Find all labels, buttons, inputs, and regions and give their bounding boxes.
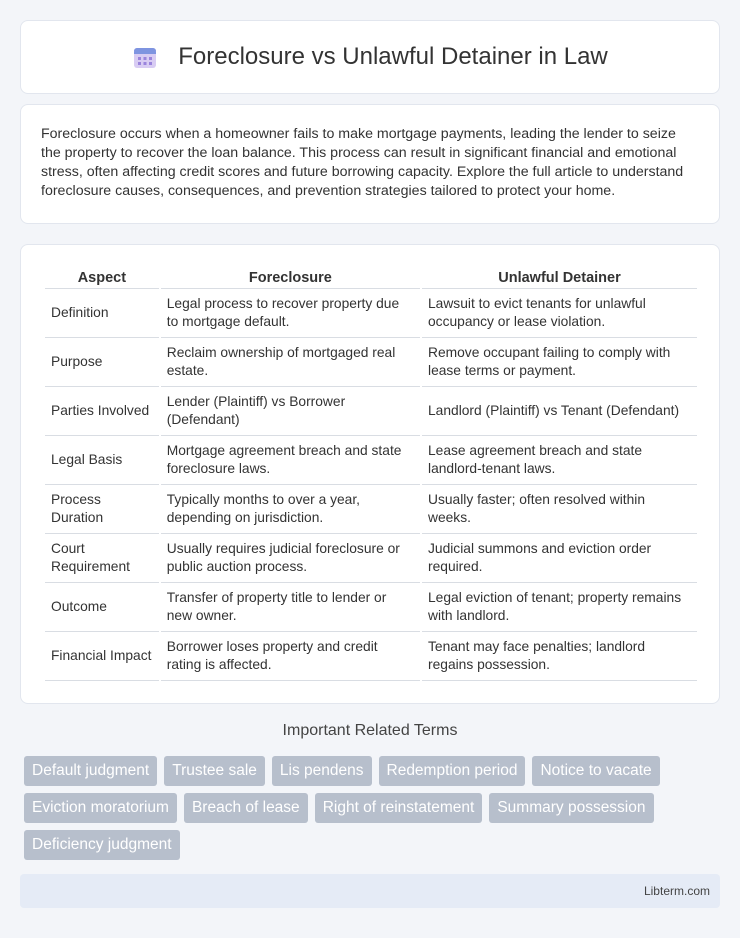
unlawful-detainer-cell: Tenant may face penalties; landlord regains possession. (422, 632, 697, 681)
related-term-tag[interactable]: Summary possession (489, 793, 653, 823)
related-term-tag[interactable]: Deficiency judgment (24, 830, 180, 860)
aspect-cell: Parties Involved (45, 387, 159, 436)
table-row (45, 387, 697, 436)
unlawful-detainer-cell: Lease agreement breach and state landlord-tenant laws. (422, 436, 697, 485)
related-term-tag[interactable]: Right of reinstatement (315, 793, 483, 823)
intro-paragraph: Foreclosure occurs when a homeowner fails to make mortgage payments, leading the lender to seize the property to recover the loan balance. This process can result in significant financial and emotional stress, often affecting credit scores and future borrowing capacity. Explore the full article to understand foreclosure causes, consequences, and prevention strategies tailored to protect your home. (41, 126, 684, 199)
foreclosure-cell: Legal process to recover property due to mortgage default. (161, 289, 420, 338)
header-card (20, 20, 720, 94)
related-term-tag[interactable]: Lis pendens (272, 756, 372, 786)
unlawful-detainer-cell: Judicial summons and eviction order required. (422, 534, 697, 583)
comparison-table (43, 267, 699, 681)
table-row (45, 436, 697, 485)
table-row (45, 534, 697, 583)
table-row (45, 583, 697, 632)
comparison-card (20, 244, 720, 704)
foreclosure-cell: Usually requires judicial foreclosure or public auction process. (161, 534, 420, 583)
unlawful-detainer-cell: Remove occupant failing to comply with lease terms or payment. (422, 338, 697, 387)
foreclosure-cell: Reclaim ownership of mortgaged real estate. (161, 338, 420, 387)
calendar-icon (132, 44, 158, 70)
aspect-cell: Outcome (45, 583, 159, 632)
unlawful-detainer-cell: Usually faster; often resolved within weeks. (422, 485, 697, 534)
related-term-tag[interactable]: Eviction moratorium (24, 793, 177, 823)
table-row (45, 289, 697, 338)
footer-site-link[interactable]: Libterm.com (643, 884, 710, 898)
table-row (45, 632, 697, 681)
aspect-cell: Court Requirement (45, 534, 159, 583)
related-terms-title: Important Related Terms (282, 722, 458, 739)
foreclosure-cell: Lender (Plaintiff) vs Borrower (Defendant) (161, 387, 420, 436)
aspect-cell: Financial Impact (45, 632, 159, 681)
foreclosure-cell: Borrower loses property and credit rating is affected. (161, 632, 420, 681)
unlawful-detainer-cell: Lawsuit to evict tenants for unlawful occupancy or lease violation. (422, 289, 697, 338)
aspect-cell: Definition (45, 289, 159, 338)
foreclosure-cell: Transfer of property title to lender or new owner. (161, 583, 420, 632)
related-terms-list (24, 756, 724, 860)
foreclosure-cell: Mortgage agreement breach and state foreclosure laws. (161, 436, 420, 485)
related-term-tag[interactable]: Breach of lease (184, 793, 308, 823)
related-term-tag[interactable]: Notice to vacate (532, 756, 659, 786)
aspect-cell: Process Duration (45, 485, 159, 534)
related-term-tag[interactable]: Default judgment (24, 756, 157, 786)
aspect-cell: Legal Basis (45, 436, 159, 485)
foreclosure-cell: Typically months to over a year, depending on jurisdiction. (161, 485, 420, 534)
unlawful-detainer-cell: Landlord (Plaintiff) vs Tenant (Defendant) (422, 387, 697, 436)
intro-card (20, 104, 720, 224)
column-header-foreclosure: Foreclosure (161, 267, 420, 289)
related-term-tag[interactable]: Redemption period (379, 756, 526, 786)
table-row (45, 338, 697, 387)
header (132, 43, 608, 71)
table-row (45, 485, 697, 534)
table-header-row (45, 267, 697, 289)
column-header-aspect: Aspect (45, 267, 159, 289)
unlawful-detainer-cell: Legal eviction of tenant; property remains with landlord. (422, 583, 697, 632)
footer (20, 874, 720, 908)
column-header-unlawful-detainer: Unlawful Detainer (422, 267, 697, 289)
related-term-tag[interactable]: Trustee sale (164, 756, 265, 786)
aspect-cell: Purpose (45, 338, 159, 387)
page-title: Foreclosure vs Unlawful Detainer in Law (178, 43, 608, 70)
